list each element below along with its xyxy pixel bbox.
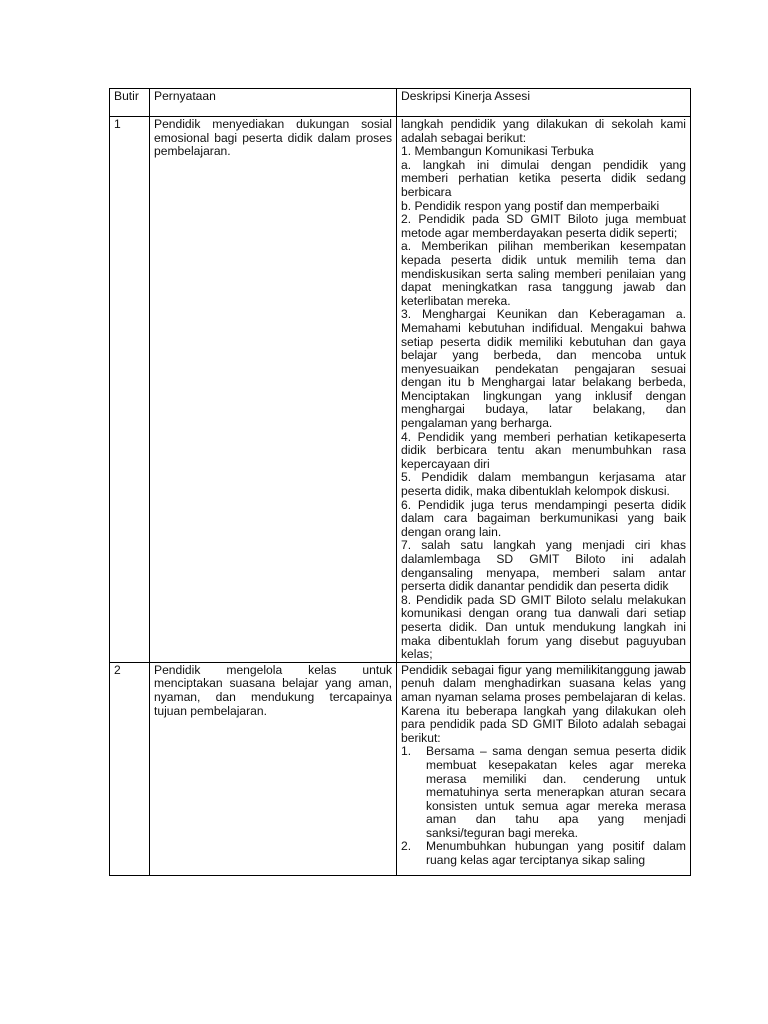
list-item xyxy=(401,840,686,867)
description-cell xyxy=(397,662,691,875)
table-row xyxy=(110,117,691,663)
description-paragraph: 8. Pendidik pada SD GMIT Biloto selalu melakukan komunikasi dengan orang tua danwali dari setiap peserta didik. Dan untuk mendukung langkah ini maka dibentuklah forum yang disebut paguyuban kelas; xyxy=(401,592,686,662)
statement-cell: Pendidik mengelola kelas untuk menciptakan suasana belajar yang aman, nyaman, dan mendukung tercapainya tujuan pembelajaran. xyxy=(150,662,397,875)
description-paragraph: a. Memberikan pilihan memberikan kesempatan kepada peserta didik untuk memilih tema dan mendiskusikan serta saling memberi penilaian yang dapat meningkatkan rasa tanggung jawab dan keterlibatan mereka. xyxy=(401,239,686,308)
row-number: 2 xyxy=(110,662,150,875)
list-number: 1. xyxy=(401,744,412,759)
table-row xyxy=(110,662,691,875)
row-number: 1 xyxy=(110,117,150,663)
description-paragraph: 4. Pendidik yang memberi perhatian ketikapeserta didik berbicara tentu akan menumbuhkan rasa kepercayaan diri xyxy=(401,429,686,471)
assessment-table xyxy=(109,88,691,876)
header-pernyataan: Pernyataan xyxy=(150,89,397,117)
description-paragraph: 1. Membangun Komunikasi Terbuka xyxy=(401,144,594,159)
description-paragraph: langkah pendidik yang dilakukan di sekolah kami adalah sebagai berikut: xyxy=(401,117,686,145)
description-paragraph: 2. Pendidik pada SD GMIT Biloto juga membuat metode agar memberdayakan peserta didik seperti; xyxy=(401,212,686,240)
description-paragraph: b. Pendidik respon yang postif dan memperbaiki xyxy=(401,198,660,213)
description-paragraph: 5. Pendidik dalam membangun kerjasama atar peserta didik, maka dibentuklah kelompok diskusi. xyxy=(401,470,686,499)
list-number: 2. xyxy=(401,839,412,854)
description-paragraph: 7. salah satu langkah yang menjadi ciri khas dalamlembaga SD GMIT Biloto ini adalah dengansaling menyapa, memberi salam antar perserta didik danantar pendidik dan peserta didik xyxy=(401,538,686,594)
description-paragraph: 3. Menghargai Keunikan dan Keberagaman a. Memahami kebutuhan indifidual. Mengakui bahwa setiap peserta didik memiliki kebutuhan dan gaya belajar yang berbeda, dan mencoba untuk menyesuaikan pendekatan pengajaran sesuai dengan itu b Menghargai latar belakang berbeda, Menciptakan lingkungan yang inklusif dengan menghargai budaya, latar belakang, dan pengalaman yang berharga. xyxy=(401,307,686,431)
description-paragraph: 6. Pendidik juga terus mendampingi peserta didik dalam cara bagaiman berkumunikasi yang baik dengan orang lain. xyxy=(401,497,686,539)
header-deskripsi: Deskripsi Kinerja Assesi xyxy=(397,89,691,117)
list-text: Bersama – sama dengan semua peserta didik membuat kesepakatan keles agar mereka merasa memiliki dan. cenderung untuk mematuhinya serta menerapkan aturan secara konsisten untuk semua agar mereka merasa aman dan tahu apa yang menjadi sanksi/teguran bagi mereka. xyxy=(426,744,686,840)
list-item xyxy=(401,745,686,840)
description-cell xyxy=(397,117,691,663)
list-text: Menumbuhkan hubungan yang positif dalam ruang kelas agar terciptanya sikap saling xyxy=(426,839,686,868)
numbered-list xyxy=(401,745,686,867)
header-butir: Butir xyxy=(110,89,150,117)
description-paragraph: a. langkah ini dimulai dengan pendidik yang memberi perhatian ketika peserta didik sedang berbicara xyxy=(401,157,686,199)
description-intro: Pendidik sebagai figur yang memilikitanggung jawab penuh dalam menghadirkan suasana kelas yang aman nyaman selama proses pembelajaran di kelas. Karena itu beberapa langkah yang dilakukan oleh para pendidik pada SD GMIT Biloto adalah sebagai berikut: xyxy=(401,663,686,745)
table-header-row xyxy=(110,89,691,117)
statement-cell: Pendidik menyediakan dukungan sosial emosional bagi peserta didik dalam proses pembelajaran. xyxy=(150,117,397,663)
